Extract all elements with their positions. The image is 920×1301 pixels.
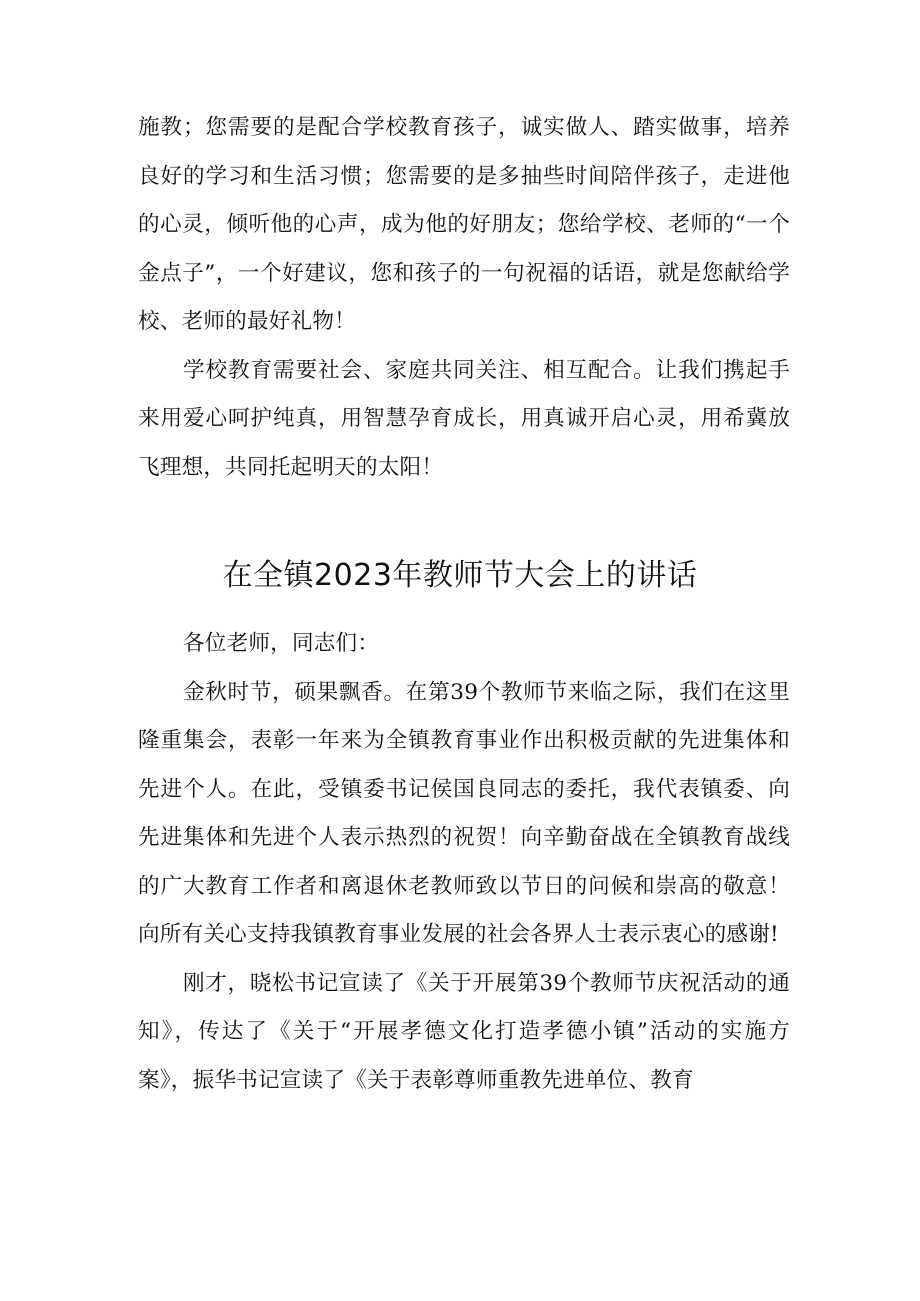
speech-body [138,620,790,1105]
speech-title: 在全镇2023年教师节大会上的讲话 [222,558,698,593]
paragraph-opening: 金秋时节，硕果飘香。在第39个教师节来临之际，我们在这里隆重集会，表彰一年来为全镇教育事业作出积极贡献的先进集体和先进个人。在此，受镇委书记侯国良同志的委托，我代表镇委、向先进集体和先进个人表示热烈的祝贺！向辛勤奋战在全镇教育战线的广大教育工作者和离退休老教师致以节日的问候和崇高的敬意！向所有关心支持我镇教育事业发展的社会各界人士表示衷心的感谢! [138,679,790,947]
paragraph-documents-read: 刚才，晓松书记宣读了《关于开展第39个教师节庆祝活动的通知》，传达了《关于“开展孝德文化打造孝德小镇”活动的实施方案》，振华书记宣读了《关于表彰尊师重教先进单位、教育 [138,970,790,1093]
paragraph-greeting: 各位老师，同志们： [183,631,380,656]
paragraph-joint-effort: 学校教育需要社会、家庭共同关注、相互配合。让我们携起手来用爱心呵护纯真，用智慧孕育成长，用真诚开启心灵，用希冀放飞理想，共同托起明天的太阳！ [138,357,790,480]
paragraph-parents-contribution: 施教；您需要的是配合学校教育孩子，诚实做人、踏实做事，培养良好的学习和生活习惯；您需要的是多抽些时间陪伴孩子，走进他的心灵，倾听他的心声，成为他的好朋友；您给学校、老师的“一个金点子”，一个好建议，您和孩子的一句祝福的话语，就是您献给学校、老师的最好礼物！ [138,115,790,334]
section-continued-text [138,104,790,492]
